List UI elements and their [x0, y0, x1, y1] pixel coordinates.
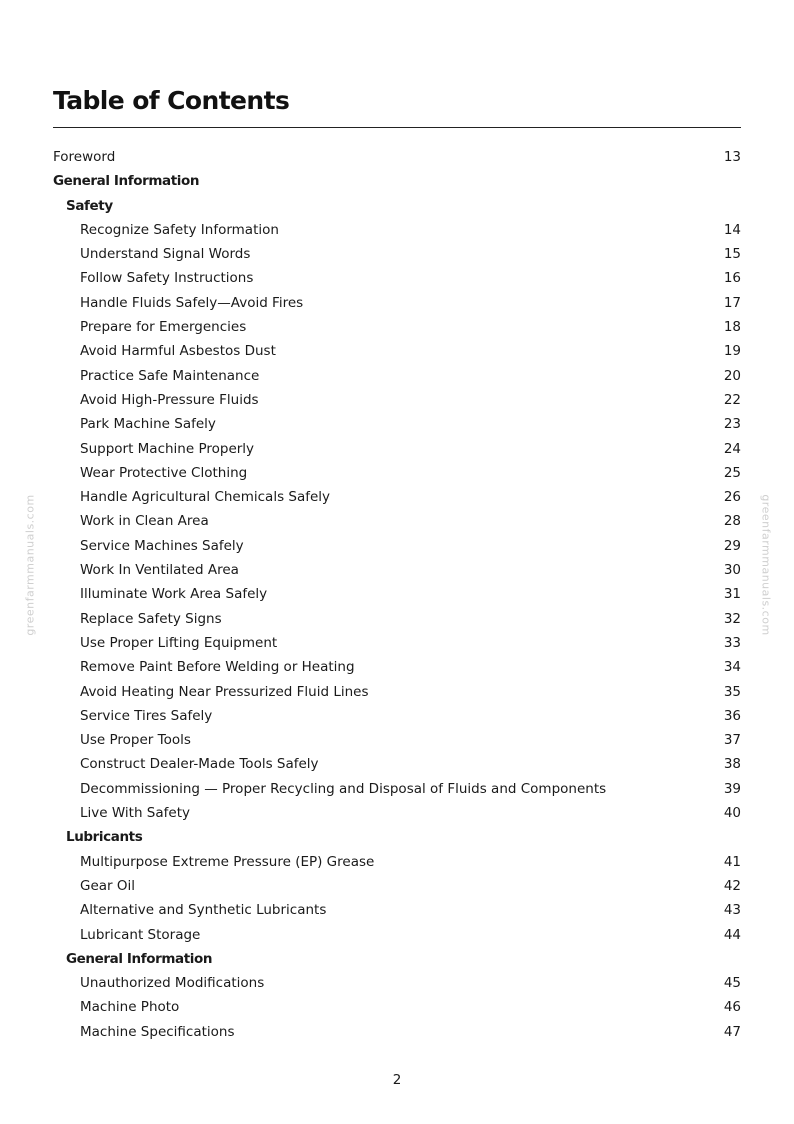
title-divider [53, 127, 741, 128]
toc-entry-label: Understand Signal Words [80, 246, 251, 263]
toc-entry[interactable] [53, 485, 741, 509]
toc-entry-label: Avoid High-Pressure Fluids [80, 391, 259, 408]
toc-entry-label: Avoid Heating Near Pressurized Fluid Lines [80, 683, 369, 700]
toc-entry[interactable] [53, 339, 741, 363]
toc-entry-page: 16 [723, 270, 741, 287]
toc-entry-page: 44 [723, 926, 741, 943]
toc-entry[interactable] [53, 631, 741, 655]
toc-entry-label: Use Proper Tools [80, 732, 191, 749]
toc-entry-label: Support Machine Properly [80, 440, 255, 457]
toc-entry-page: 46 [723, 999, 741, 1016]
toc-entry-page: 25 [723, 464, 741, 481]
toc-entry-page: 39 [723, 780, 741, 797]
toc-entry[interactable] [53, 995, 741, 1019]
toc-entry-page: 45 [723, 975, 741, 992]
toc-section-heading [53, 194, 741, 218]
toc-entry-page: 35 [723, 683, 741, 700]
toc-entry-label: Work in Clean Area [80, 513, 209, 530]
toc-entry[interactable] [53, 364, 741, 388]
toc-entry[interactable] [53, 971, 741, 995]
watermark-left: greenfarmmanuals.com [23, 494, 37, 636]
toc-entry-page: 30 [723, 562, 741, 579]
toc-entry[interactable] [53, 801, 741, 825]
toc-entry-label: Service Tires Safely [80, 707, 213, 724]
toc-entry-page: 28 [723, 513, 741, 530]
toc-entry-page: 18 [723, 319, 741, 336]
toc-entry-label: Wear Protective Clothing [80, 464, 248, 481]
toc-entry-page: 20 [723, 367, 741, 384]
toc-entry-page: 13 [723, 149, 741, 165]
toc-entry-page: 22 [723, 391, 741, 408]
toc-entry-page: 40 [723, 805, 741, 822]
toc-entry[interactable] [53, 752, 741, 776]
toc-entry-page: 26 [723, 489, 741, 506]
table-of-contents [53, 145, 741, 1044]
toc-entry-page: 14 [723, 221, 741, 238]
toc-entry-page: 23 [723, 416, 741, 433]
toc-entry[interactable] [53, 923, 741, 947]
toc-section-heading [53, 825, 741, 849]
toc-entry-page: 37 [723, 732, 741, 749]
toc-entry-label: General Information [53, 173, 200, 190]
toc-entry-label: Machine Specifications [80, 1023, 235, 1040]
page-number: 2 [392, 1072, 402, 1088]
toc-entry-page: 42 [723, 877, 741, 894]
toc-entry-label: Lubricants [66, 829, 143, 846]
toc-entry-label: Decommissioning — Proper Recycling and Disposal of Fluids and Components [80, 780, 607, 797]
toc-entry[interactable] [53, 680, 741, 704]
toc-entry[interactable] [53, 534, 741, 558]
toc-entry-label: Replace Safety Signs [80, 610, 222, 627]
toc-entry-label: Use Proper Lifting Equipment [80, 634, 278, 651]
toc-entry-label: Unauthorized Modifications [80, 975, 265, 992]
toc-entry-label: Alternative and Synthetic Lubricants [80, 902, 327, 919]
toc-entry[interactable] [53, 291, 741, 315]
toc-entry[interactable] [53, 266, 741, 290]
toc-entry-label: Park Machine Safely [80, 416, 216, 433]
toc-entry-label: Prepare for Emergencies [80, 319, 247, 336]
toc-entry-label: Remove Paint Before Welding or Heating [80, 659, 355, 676]
toc-entry-page: 34 [723, 659, 741, 676]
toc-entry[interactable] [53, 874, 741, 898]
toc-entry-label: Construct Dealer-Made Tools Safely [80, 756, 319, 773]
toc-entry-label: Handle Agricultural Chemicals Safely [80, 489, 331, 506]
toc-entry[interactable] [53, 509, 741, 533]
toc-entry-page: 31 [723, 586, 741, 603]
toc-entry-page: 19 [723, 343, 741, 360]
toc-entry-page: 17 [723, 294, 741, 311]
toc-entry[interactable] [53, 218, 741, 242]
toc-section-heading [53, 169, 741, 193]
toc-entry-label: Lubricant Storage [80, 926, 201, 943]
toc-entry[interactable] [53, 315, 741, 339]
toc-entry-label: Gear Oil [80, 877, 136, 894]
toc-entry-label: Follow Safety Instructions [80, 270, 254, 287]
toc-entry[interactable] [53, 898, 741, 922]
toc-entry-page: 32 [723, 610, 741, 627]
toc-entry[interactable] [53, 437, 741, 461]
toc-entry[interactable] [53, 558, 741, 582]
toc-entry-label: Work In Ventilated Area [80, 562, 239, 579]
toc-section-heading [53, 947, 741, 971]
toc-entry-label: Foreword [53, 149, 116, 165]
toc-entry[interactable] [53, 1020, 741, 1044]
toc-entry-label: Practice Safe Maintenance [80, 367, 260, 384]
toc-entry-page: 29 [723, 537, 741, 554]
toc-entry[interactable] [53, 388, 741, 412]
toc-entry-page: 41 [723, 853, 741, 870]
watermark-right: greenfarmmanuals.com [759, 494, 773, 636]
toc-entry[interactable] [53, 704, 741, 728]
toc-entry-label: Service Machines Safely [80, 537, 244, 554]
toc-entry[interactable] [53, 582, 741, 606]
toc-entry[interactable] [53, 461, 741, 485]
toc-entry-label: Multipurpose Extreme Pressure (EP) Grease [80, 853, 375, 870]
toc-entry-page: 33 [723, 634, 741, 651]
toc-entry[interactable] [53, 242, 741, 266]
toc-entry-page: 38 [723, 756, 741, 773]
toc-entry-label: Illuminate Work Area Safely [80, 586, 268, 603]
page-title: Table of Contents [53, 86, 290, 115]
toc-entry[interactable] [53, 850, 741, 874]
toc-entry[interactable] [53, 607, 741, 631]
toc-entry-page: 47 [723, 1023, 741, 1040]
toc-entry[interactable] [53, 728, 741, 752]
toc-entry-label: Live With Safety [80, 805, 190, 822]
toc-entry-page: 24 [723, 440, 741, 457]
toc-entry-page: 15 [723, 246, 741, 263]
toc-entry-label: Recognize Safety Information [80, 221, 279, 238]
toc-entry-label: Avoid Harmful Asbestos Dust [80, 343, 276, 360]
toc-entry[interactable] [53, 655, 741, 679]
toc-entry-page: 36 [723, 707, 741, 724]
toc-entry[interactable] [53, 145, 741, 169]
toc-entry-label: Safety [66, 197, 113, 214]
toc-entry[interactable] [53, 412, 741, 436]
toc-entry[interactable] [53, 777, 741, 801]
toc-entry-page: 43 [723, 902, 741, 919]
toc-entry-label: Machine Photo [80, 999, 180, 1016]
toc-entry-label: General Information [66, 950, 213, 967]
toc-entry-label: Handle Fluids Safely—Avoid Fires [80, 294, 304, 311]
